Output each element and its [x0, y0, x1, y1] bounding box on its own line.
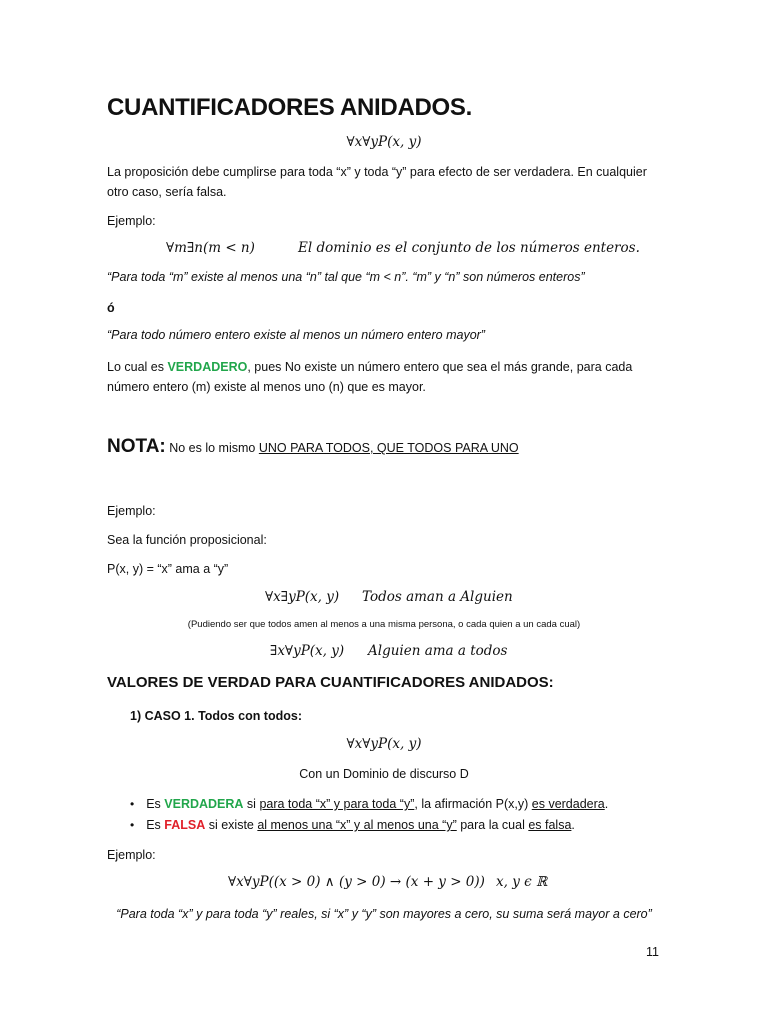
text-run: , la afirmación P(x,y) [414, 797, 532, 811]
text-run: para la cual [456, 818, 529, 832]
falsa-highlight: FALSA [164, 818, 206, 832]
example-label: Ejemplo: [107, 848, 156, 862]
bullet-dot: • [130, 818, 135, 832]
quote-text: “Para todo número entero existe al menos un número entero mayor” [107, 328, 485, 342]
text-run: . [571, 818, 575, 832]
domain-caption: Con un Dominio de discurso D [299, 767, 469, 781]
paragraph-line: P(x, y) = “x” ama a “y” [107, 562, 229, 576]
formula-domain: x, y ϵ ℝ [496, 874, 548, 890]
verdadero-highlight: VERDADERO [167, 360, 248, 374]
text-run: , pues No existe un número entero que sea el más grande, para cada [247, 360, 633, 374]
underlined-text: al menos una “x” y al menos una “y” [257, 818, 457, 832]
bullet-item [130, 815, 575, 835]
case-heading: 1) CASO 1. Todos con todos: [130, 709, 302, 723]
paragraph-line [107, 357, 632, 377]
page-number: 11 [646, 945, 659, 959]
section-heading: VALORES DE VERDAD PARA CUANTIFICADORES ANIDADOS: [107, 674, 554, 691]
formula-forall-forall: ∀x∀yP(x, y) [346, 736, 422, 752]
small-note: (Pudiendo ser que todos amen al menos a una misma persona, o cada quien a un cada cual) [187, 619, 581, 630]
formula-implication: ∀x∀yP((x > 0) ∧ (y > 0) → (x + y > 0)) [228, 874, 485, 890]
quote-text: “Para toda “m” existe al menos una “n” tal que “m < n”. “m” y “n” son números enteros” [107, 270, 585, 284]
quote-text: “Para toda “x” y para toda “y” reales, si “x” y “y” son mayores a cero, su suma será mayor a cero” [116, 907, 652, 921]
text-run: Lo cual es [107, 360, 168, 374]
underlined-text: para toda “x” y para toda “y” [259, 797, 415, 811]
text-run: si existe [205, 818, 258, 832]
page-title: CUANTIFICADORES ANIDADOS. [107, 94, 472, 121]
note-label: NOTA: [107, 436, 166, 457]
note-underlined: UNO PARA TODOS, QUE TODOS PARA UNO [258, 441, 519, 455]
underlined-text: es verdadera [531, 797, 605, 811]
formula-forall-exists-xy: ∀x∃yP(x, y) [265, 589, 340, 605]
paragraph-line: número entero (m) existe al menos uno (n) que es mayor. [107, 380, 426, 394]
or-label: ó [107, 301, 115, 315]
verdadera-highlight: VERDADERA [164, 797, 244, 811]
formula-forall-forall: ∀x∀yP(x, y) [346, 134, 422, 150]
paragraph-line: La proposición debe cumplirse para toda “x” y toda “y” para efecto de ser verdadera. En cualquier [107, 165, 647, 179]
formula-note: Alguien ama a todos [368, 643, 508, 659]
text-run: Es [146, 797, 165, 811]
bullet-dot: • [130, 797, 135, 811]
underlined-text: es falsa [528, 818, 572, 832]
paragraph-line: Sea la función proposicional: [107, 533, 267, 547]
text-run: No es lo mismo [165, 441, 259, 455]
text-run: . [604, 797, 609, 811]
example-label: Ejemplo: [107, 504, 156, 518]
text-run: si [243, 797, 260, 811]
bullet-item [130, 794, 608, 814]
paragraph-line: otro caso, sería falsa. [107, 185, 227, 199]
example-label: Ejemplo: [107, 214, 156, 228]
formula-domain-note: El dominio es el conjunto de los números enteros. [298, 240, 640, 256]
formula-note: Todos aman a Alguien [362, 589, 513, 605]
text-run: Es [146, 818, 165, 832]
formula-exists-forall-xy: ∃x∀yP(x, y) [270, 643, 345, 659]
note-line [107, 436, 519, 458]
formula-forall-exists: ∀m∃n(m < n) [166, 240, 255, 256]
